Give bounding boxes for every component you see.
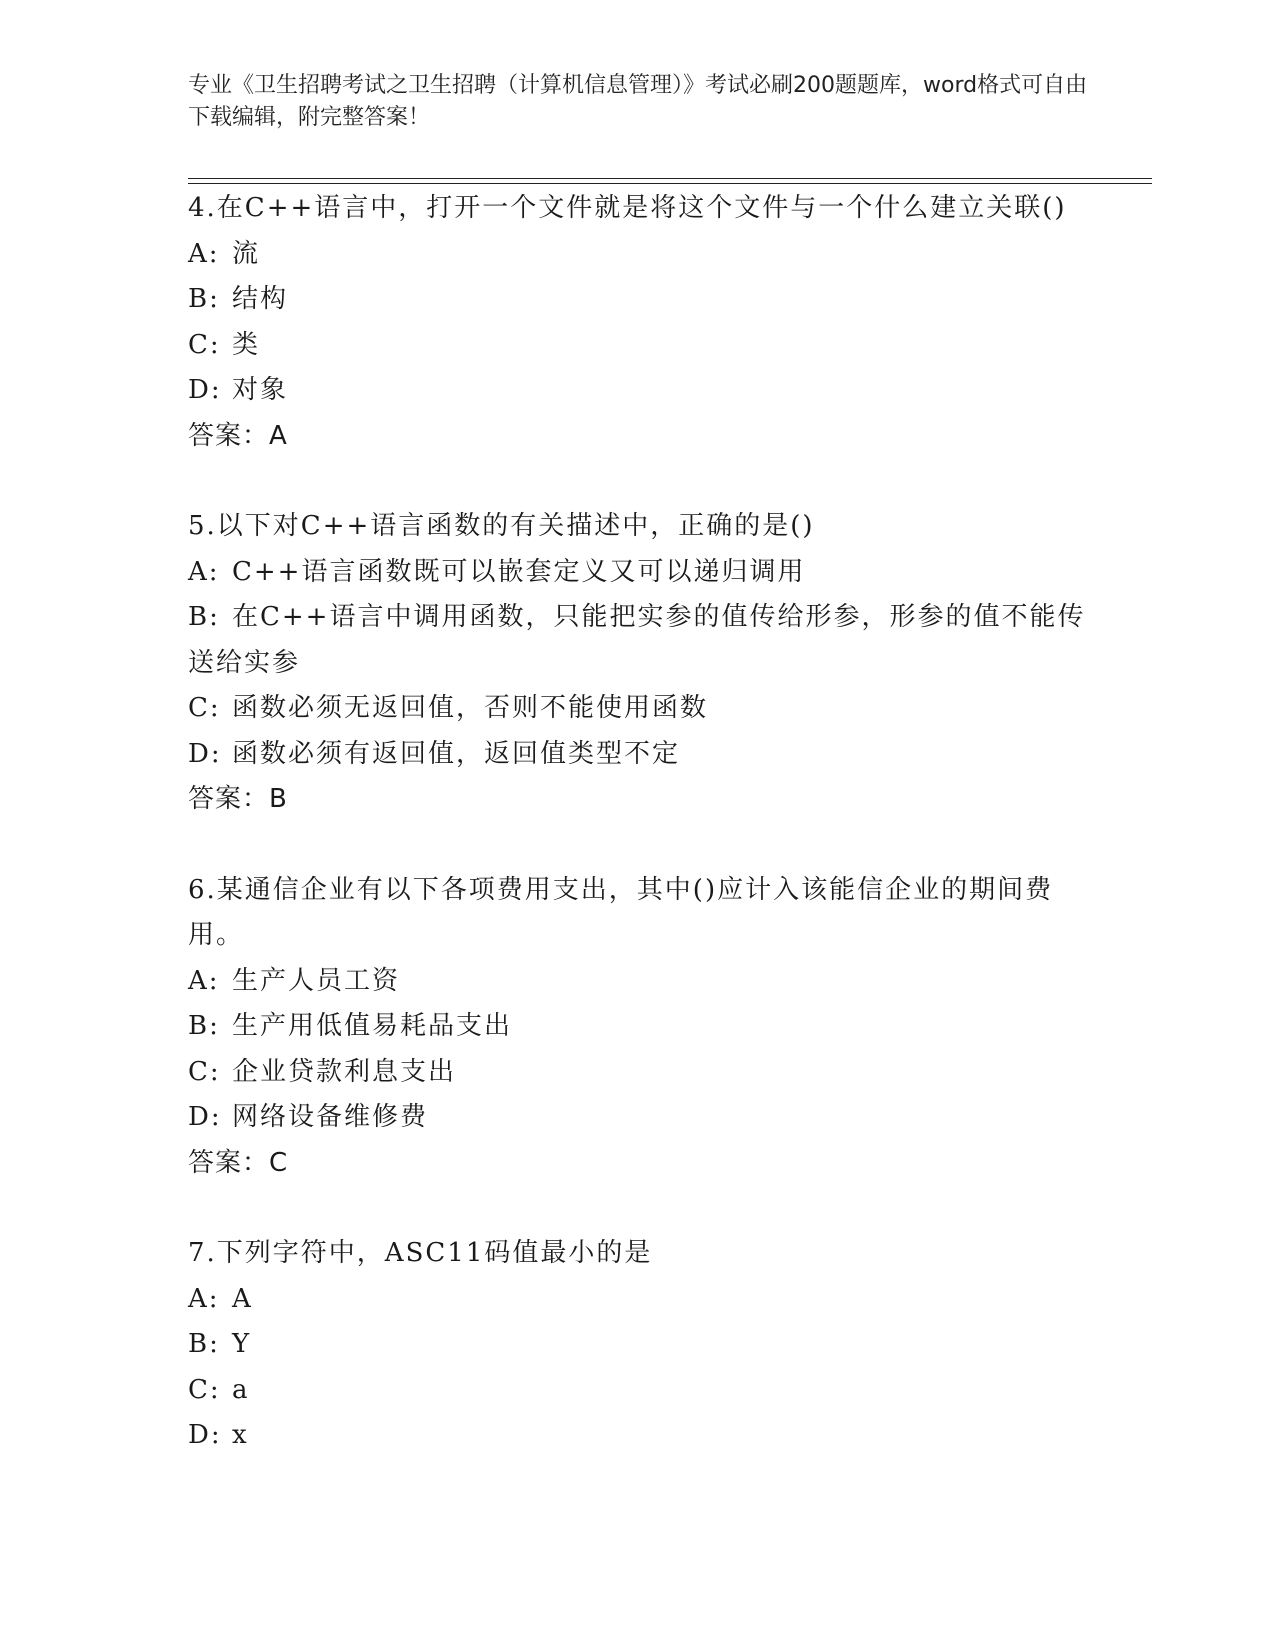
option-letter: C:: [188, 1374, 221, 1405]
option-letter: A:: [188, 556, 220, 587]
option-d: [188, 732, 1088, 778]
option-letter: B:: [188, 602, 220, 632]
option-letter: C:: [188, 1056, 221, 1087]
option-text: 生产人员工资: [232, 965, 401, 996]
option-a: [188, 232, 1088, 278]
option-text: 结构: [232, 284, 289, 314]
option-text: 企业贷款利息支出: [232, 1056, 457, 1087]
option-d: [188, 1413, 1088, 1459]
option-letter: D:: [188, 738, 222, 769]
question-stem: 7.下列字符中，ASC11码值最小的是: [188, 1238, 653, 1268]
option-letter: B:: [188, 1329, 220, 1359]
option-text: A: [232, 1283, 253, 1314]
option-b: [188, 1004, 1088, 1050]
option-a: [188, 1277, 1088, 1323]
option-text: 流: [232, 238, 261, 269]
option-letter: B:: [188, 284, 220, 314]
option-text: C++语言函数既可以嵌套定义又可以递归调用: [232, 556, 806, 587]
question-5: [188, 504, 1088, 823]
option-text: 生产用低值易耗品支出: [232, 1011, 513, 1041]
question-6: [188, 868, 1088, 1187]
option-b: [188, 1322, 1088, 1368]
option-text: 对象: [232, 375, 289, 405]
option-letter: D:: [188, 1102, 222, 1132]
question-stem: 6.某通信企业有以下各项费用支出，其中()应计入该能信企业的期间费用。: [188, 874, 1054, 950]
option-letter: D:: [188, 375, 222, 405]
question-stem: 5.以下对C++语言函数的有关描述中，正确的是(): [188, 511, 815, 541]
option-b: [188, 595, 1088, 686]
question-list: [188, 186, 1088, 1504]
option-c: [188, 1050, 1088, 1096]
option-text: Y: [232, 1329, 252, 1359]
option-text: 在C++语言中调用函数，只能把实参的值传给形参，形参的值不能传送给实参: [188, 602, 1086, 678]
option-letter: D:: [188, 1420, 222, 1450]
option-d: [188, 368, 1088, 414]
option-text: 函数必须无返回值，否则不能使用函数: [232, 693, 709, 723]
answer-line: 答案：A: [188, 420, 288, 451]
answer-line: 答案：C: [188, 1147, 289, 1178]
option-text: a: [232, 1374, 250, 1405]
option-letter: A:: [188, 965, 220, 996]
option-c: [188, 686, 1088, 732]
answer-line: 答案：B: [188, 784, 288, 814]
option-letter: A:: [188, 1283, 220, 1314]
option-text: 函数必须有返回值，返回值类型不定: [232, 738, 681, 769]
option-letter: B:: [188, 1011, 220, 1041]
question-7: [188, 1231, 1088, 1459]
option-c: [188, 323, 1088, 369]
document-header: 专业《卫生招聘考试之卫生招聘（计算机信息管理）》考试必刷200题题库，word格式可自由下载编辑，附完整答案！: [188, 73, 1088, 130]
question-stem: 4.在C++语言中，打开一个文件就是将这个文件与一个什么建立关联(): [188, 193, 1067, 223]
option-letter: C:: [188, 693, 221, 723]
option-b: [188, 277, 1088, 323]
option-d: [188, 1095, 1088, 1141]
header-divider: [188, 178, 1152, 184]
option-a: [188, 550, 1088, 596]
option-text: 网络设备维修费: [232, 1102, 429, 1132]
option-a: [188, 959, 1088, 1005]
option-text: 类: [232, 329, 261, 360]
option-text: x: [232, 1420, 249, 1450]
question-4: [188, 186, 1088, 459]
option-letter: C:: [188, 329, 221, 360]
option-c: [188, 1368, 1088, 1414]
option-letter: A:: [188, 238, 220, 269]
